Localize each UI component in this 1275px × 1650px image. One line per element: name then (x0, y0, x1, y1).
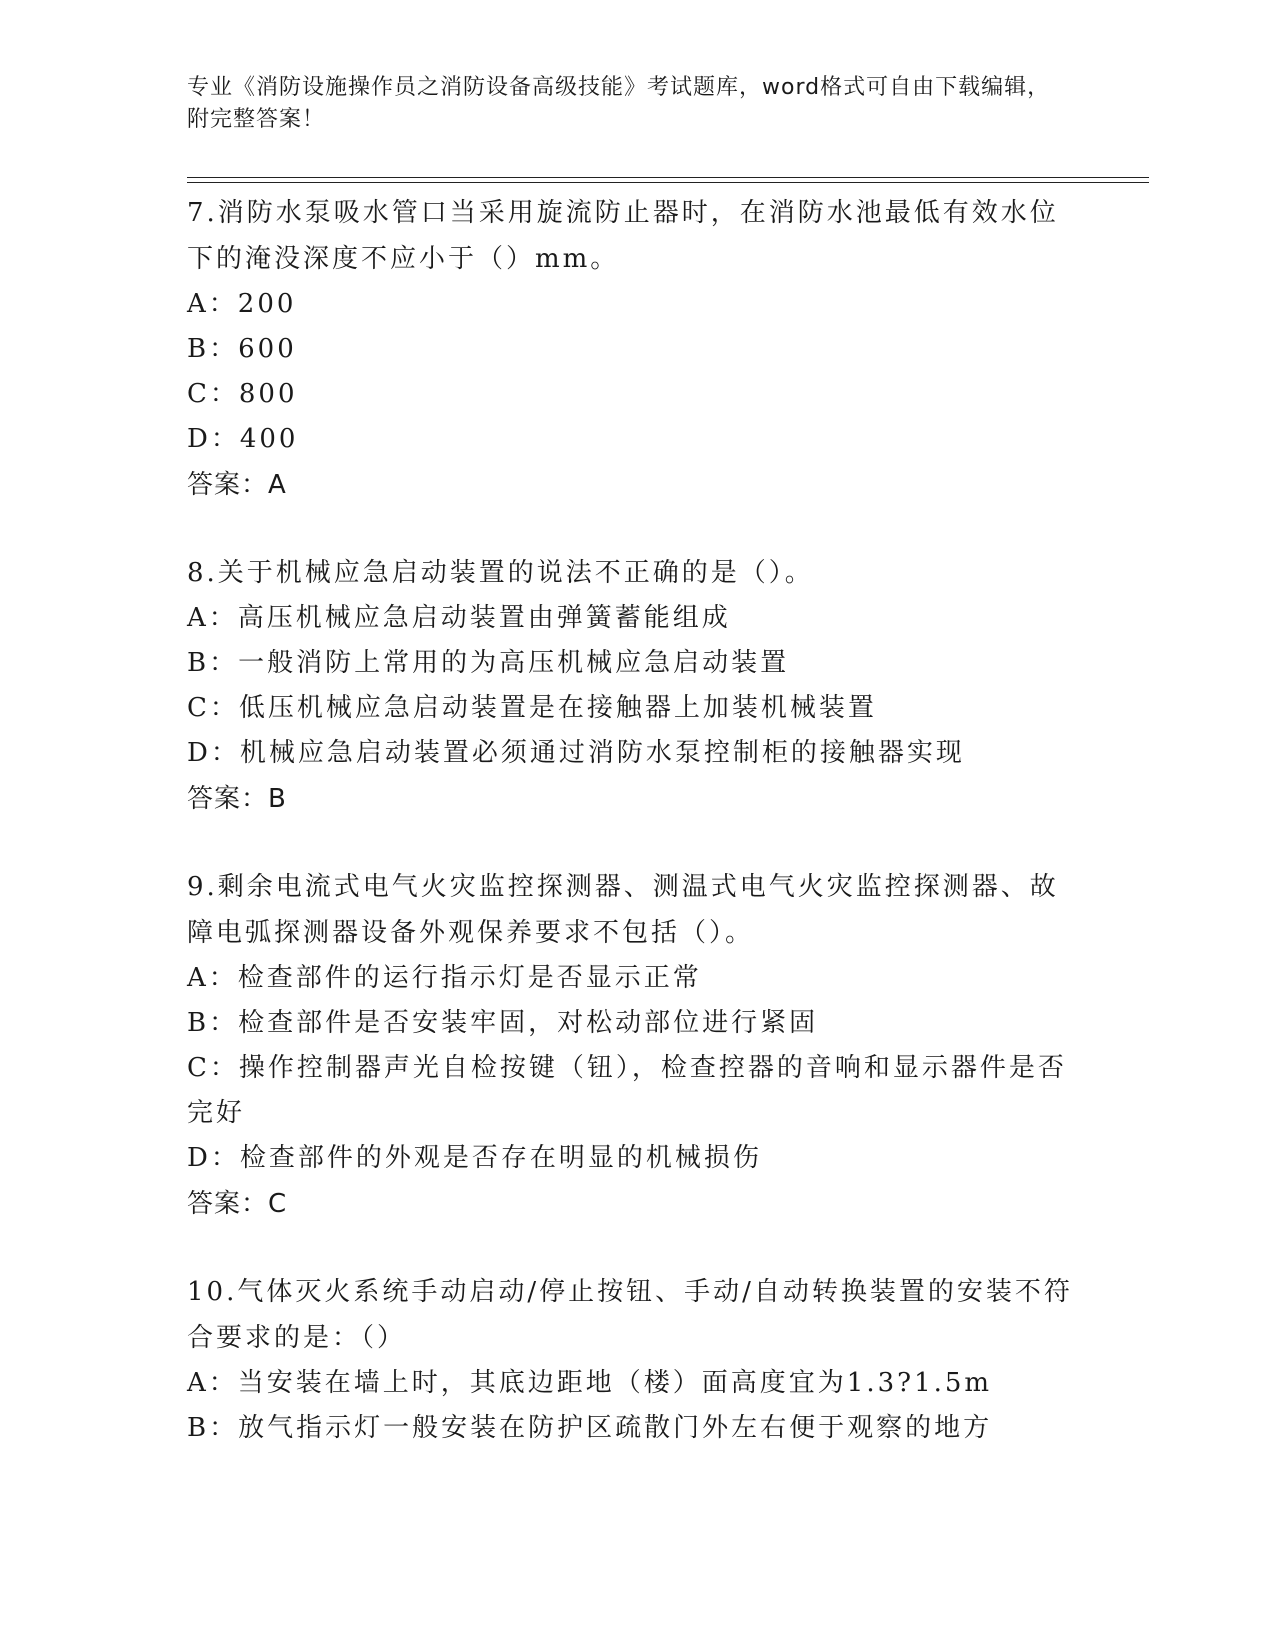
option-b: B：检查部件是否安装牢固，对松动部位进行紧固 (187, 1008, 819, 1038)
question-stem: 9.剩余电流式电气火灾监控探测器、测温式电气火灾监控探测器、故障电弧探测器设备外观保养要求不包括（）。 (187, 872, 1059, 948)
option-d: D：机械应急启动装置必须通过消防水泵控制柜的接触器实现 (187, 738, 965, 768)
answer: 答案：C (187, 1189, 288, 1219)
option-b: B：一般消防上常用的为高压机械应急启动装置 (187, 648, 790, 678)
page-header: 专业《消防设施操作员之消防设备高级技能》考试题库，word格式可自由下载编辑，附完整答案！ (187, 75, 1051, 132)
question-stem: 10.气体灭火系统手动启动/停止按钮、手动/自动转换装置的安装不符合要求的是：（） (187, 1277, 1073, 1353)
option-a: A：200 (187, 289, 297, 319)
question-10 (187, 1269, 1087, 1451)
option-a: A：检查部件的运行指示灯是否显示正常 (187, 963, 702, 993)
option-b: B：600 (187, 334, 297, 364)
question-stem: 8.关于机械应急启动装置的说法不正确的是（）。 (187, 558, 814, 588)
option-d: D：400 (187, 424, 299, 454)
answer: 答案：A (187, 470, 287, 500)
question-8 (187, 550, 1087, 822)
option-a: A：高压机械应急启动装置由弹簧蓄能组成 (187, 603, 731, 633)
option-c: C：低压机械应急启动装置是在接触器上加装机械装置 (187, 693, 877, 723)
option-a: A：当安装在墙上时，其底边距地（楼）面高度宜为1.3?1.5m (187, 1368, 993, 1398)
option-b: B：放气指示灯一般安装在防护区疏散门外左右便于观察的地方 (187, 1413, 993, 1443)
question-list (187, 190, 1087, 1493)
header-divider-bottom (187, 182, 1149, 183)
question-9 (187, 864, 1087, 1227)
option-c: C：800 (187, 379, 298, 409)
option-c: C：操作控制器声光自检按键（钮），检查控器的音响和显示器件是否完好 (187, 1053, 1067, 1128)
question-stem: 7.消防水泵吸水管口当采用旋流防止器时，在消防水池最低有效水位下的淹没深度不应小于（）mm。 (187, 198, 1059, 274)
option-d: D：检查部件的外观是否存在明显的机械损伤 (187, 1143, 762, 1173)
answer: 答案：B (187, 784, 287, 814)
header-divider-top (187, 177, 1149, 178)
question-7 (187, 190, 1087, 508)
